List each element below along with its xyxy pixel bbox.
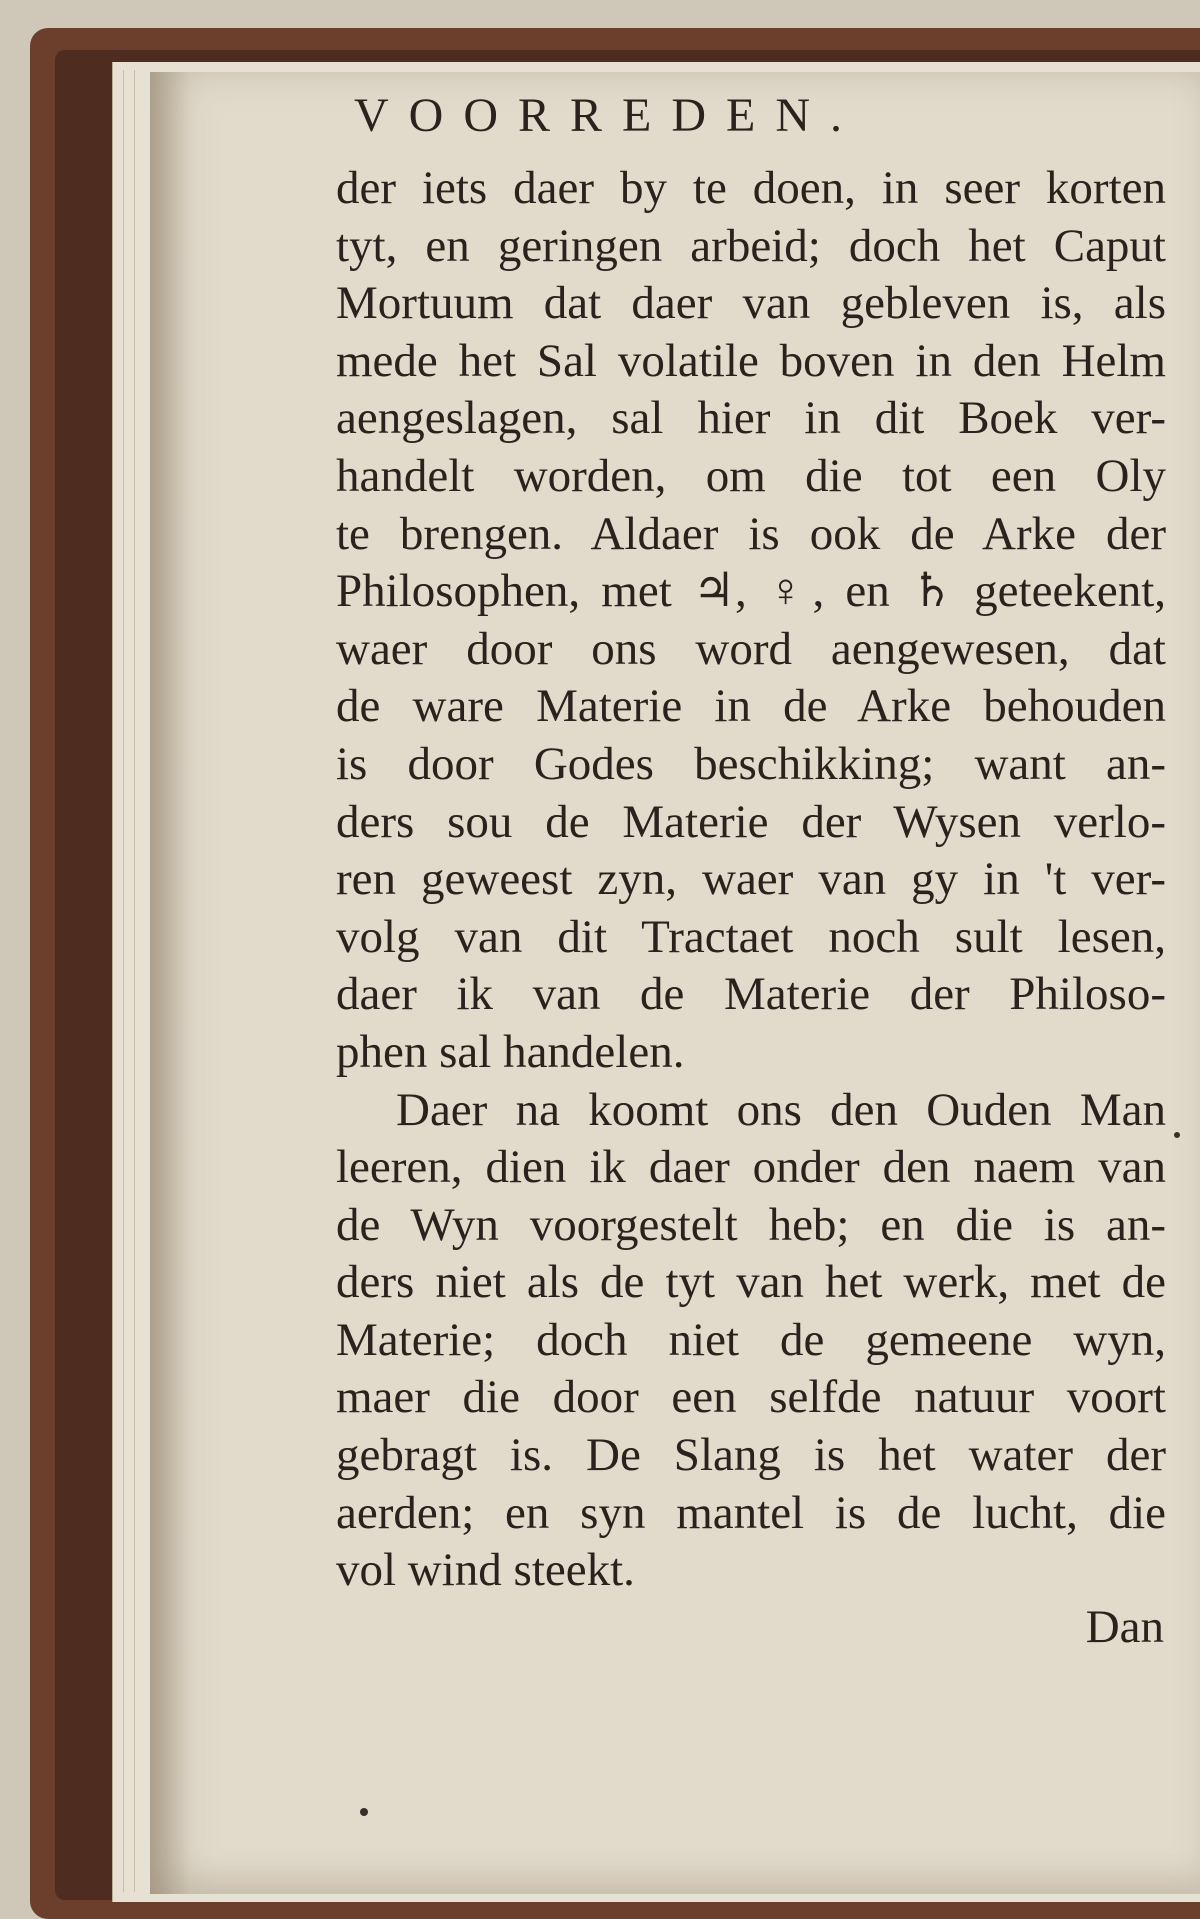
text-line: daer ik van de Materie der Philoso- bbox=[336, 968, 1166, 1021]
ink-speck bbox=[1174, 1132, 1180, 1138]
text-line: ren geweest zyn, waer van gy in 't ver- bbox=[336, 853, 1166, 906]
text-line: handelt worden, om die tot een Oly bbox=[336, 449, 1166, 502]
text-line: Daer na koomt ons den Ouden Man bbox=[396, 1083, 1166, 1136]
text-line: vol wind steekt. bbox=[336, 1544, 635, 1597]
running-head: VOORREDEN. bbox=[354, 89, 862, 142]
text-line: maer die door een selfde natuur voort bbox=[336, 1371, 1166, 1424]
text-line: ders sou de Materie der Wysen verlo- bbox=[336, 795, 1166, 848]
ink-speck bbox=[360, 1808, 368, 1816]
text-line: Mortuum dat daer van gebleven is, als bbox=[336, 277, 1166, 330]
text-line: Materie; doch niet de gemeene wyn, bbox=[336, 1313, 1166, 1366]
text-line: mede het Sal volatile boven in den Helm bbox=[336, 334, 1166, 387]
text-line: aengeslagen, sal hier in dit Boek ver- bbox=[336, 392, 1166, 445]
text-line: Philosophen, met ♃, ♀, en ♄ geteekent, bbox=[336, 565, 1166, 618]
text-line: aerden; en syn mantel is de lucht, die bbox=[336, 1486, 1166, 1539]
text-line: leeren, dien ik daer onder den naem van bbox=[336, 1141, 1166, 1194]
text-line: is door Godes beschikking; want an- bbox=[336, 737, 1166, 790]
text-line: te brengen. Aldaer is ook de Arke der bbox=[336, 507, 1166, 560]
text-line: de ware Materie in de Arke behouden bbox=[336, 680, 1166, 733]
gutter-shadow bbox=[150, 72, 190, 1894]
text-line: gebragt is. De Slang is het water der bbox=[336, 1429, 1166, 1482]
text-line: de Wyn voorgestelt heb; en die is an- bbox=[336, 1198, 1166, 1251]
body-text bbox=[336, 160, 1166, 1600]
catchword: Dan bbox=[1085, 1601, 1164, 1653]
text-line: phen sal handelen. bbox=[336, 1025, 685, 1078]
text-line: der iets daer by te doen, in seer korten bbox=[336, 162, 1166, 214]
text-line: tyt, en geringen arbeid; doch het Caput bbox=[336, 219, 1166, 272]
text-line: ders niet als de tyt van het werk, met de bbox=[336, 1256, 1166, 1309]
text-line: volg van dit Tractaet noch sult lesen, bbox=[336, 910, 1166, 963]
text-line: waer door ons word aengewesen, dat bbox=[336, 622, 1166, 675]
